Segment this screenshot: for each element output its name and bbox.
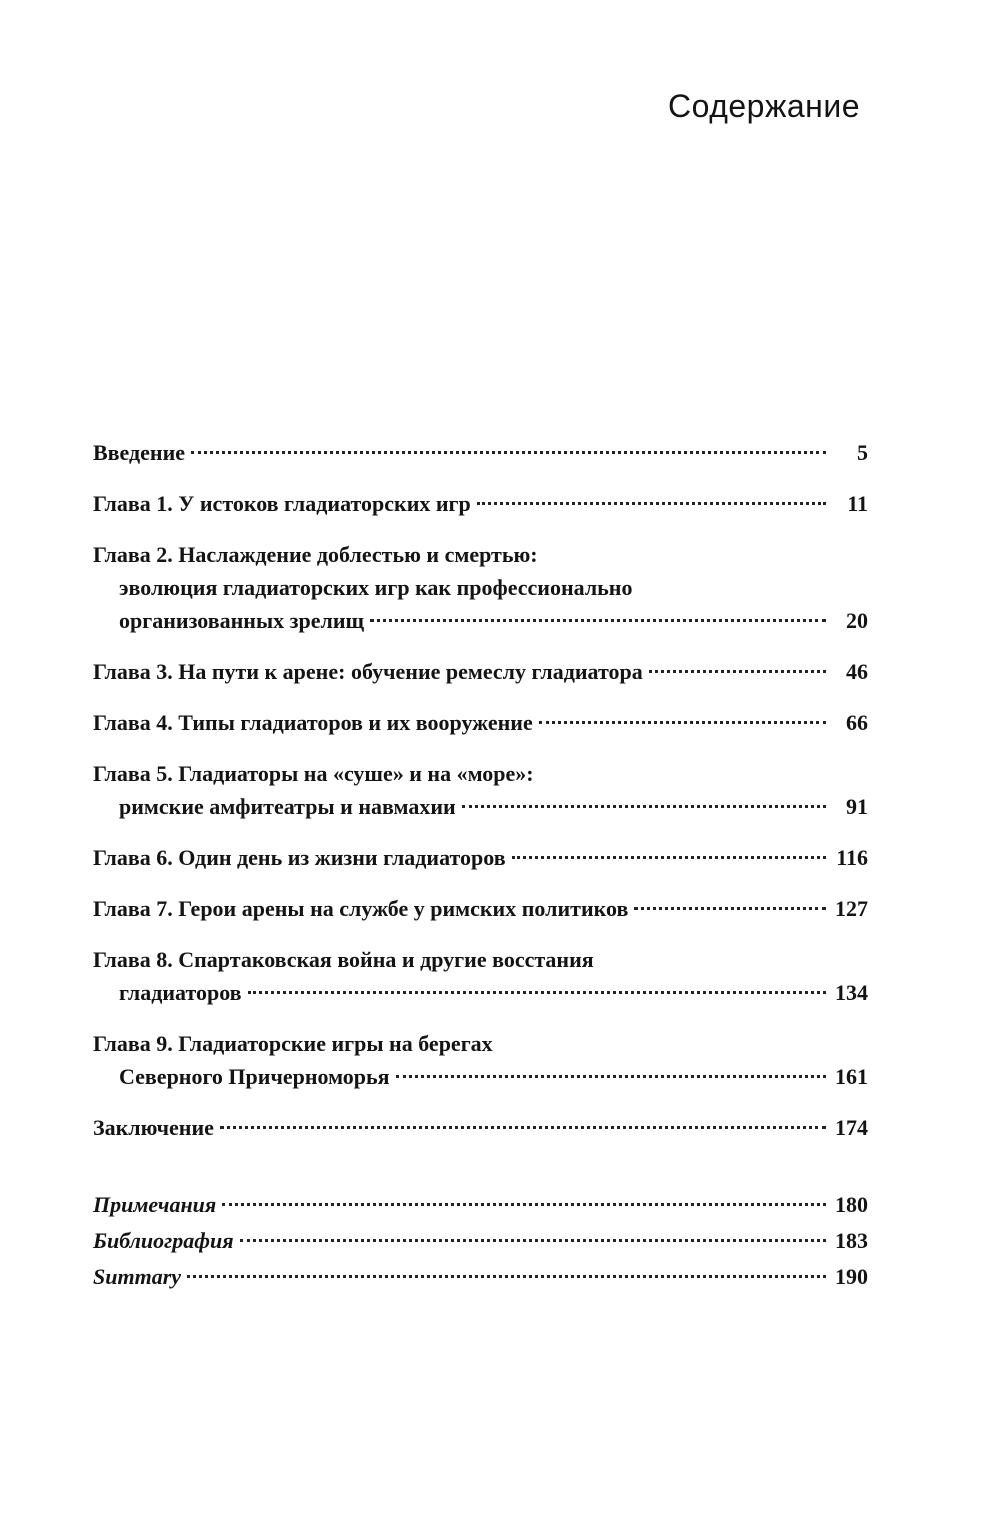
dot-leader [370, 619, 826, 622]
entry-title: Глава 5. Гладиаторы на «суше» и на «море»: [93, 761, 534, 786]
entry-title: Библиография [93, 1228, 234, 1253]
toc-line [93, 976, 868, 1009]
dot-leader [396, 1075, 826, 1078]
entry-title-continuation: организованных зрелищ [119, 608, 365, 633]
entry-title: Глава 8. Спартаковская война и другие восстания [93, 947, 594, 972]
dot-leader [539, 721, 826, 724]
dot-leader [187, 1275, 826, 1278]
toc-line [93, 841, 868, 874]
page-number: 91 [846, 794, 868, 819]
dot-leader [222, 1203, 826, 1206]
dot-leader [512, 856, 826, 859]
page-number: 183 [835, 1228, 868, 1253]
toc-line [93, 655, 868, 688]
entry-title-continuation: эволюция гладиаторских игр как профессионально [119, 575, 633, 600]
dot-leader [477, 502, 826, 505]
entry-title: Глава 4. Типы гладиаторов и их вооружение [93, 710, 533, 735]
toc-line [93, 1111, 868, 1144]
page-number: 180 [835, 1192, 868, 1217]
dot-leader [462, 805, 826, 808]
toc-line [93, 706, 868, 739]
page-number: 46 [846, 659, 868, 684]
toc-entry-chapter-8 [93, 943, 868, 1009]
toc-line [93, 892, 868, 925]
page-number: 127 [835, 896, 868, 921]
entry-title-continuation: римские амфитеатры и навмахии [119, 794, 456, 819]
toc-line [93, 1188, 868, 1221]
toc-line [93, 487, 868, 520]
page-number: 5 [857, 440, 868, 465]
dot-leader [191, 451, 826, 454]
toc-entry-chapter-3 [93, 655, 868, 688]
dot-leader [248, 991, 826, 994]
entry-title: Глава 9. Гладиаторские игры на берегах [93, 1031, 493, 1056]
toc-entry-chapter-2 [93, 538, 868, 637]
toc-line [93, 1224, 868, 1257]
entry-title: Заключение [93, 1115, 214, 1140]
entry-title: Введение [93, 440, 186, 465]
toc-entry-chapter-4 [93, 706, 868, 739]
page-number: 174 [835, 1115, 868, 1140]
entry-title-continuation: Северного Причерноморья [119, 1064, 390, 1089]
entry-title: Глава 7. Герои арены на службе у римских политиков [93, 896, 629, 921]
entry-title: Глава 3. На пути к арене: обучение ремеслу гладиатора [93, 659, 643, 684]
toc-line [93, 1060, 868, 1093]
dot-leader [649, 670, 826, 673]
dot-leader [634, 907, 826, 910]
toc-entry-bibliography [93, 1224, 868, 1257]
page-number: 190 [835, 1264, 868, 1289]
dot-leader [240, 1239, 826, 1242]
toc-entry-introduction [93, 436, 868, 469]
page-number: 11 [847, 491, 868, 516]
toc-entry-chapter-9 [93, 1027, 868, 1093]
page-number: 116 [836, 845, 868, 870]
toc-entry-chapter-7 [93, 892, 868, 925]
page-title: Содержание [667, 88, 860, 124]
toc-entry-chapter-6 [93, 841, 868, 874]
page-number: 66 [846, 710, 868, 735]
toc-line [93, 436, 868, 469]
toc-line [93, 604, 868, 637]
entry-title: Примечания [93, 1192, 217, 1217]
toc-line [93, 1260, 868, 1293]
toc-entry-chapter-1 [93, 487, 868, 520]
dot-leader [220, 1126, 826, 1129]
entry-title-continuation: гладиаторов [119, 980, 242, 1005]
toc-entry-summary [93, 1260, 868, 1293]
page-number: 134 [835, 980, 868, 1005]
toc-entry-conclusion [93, 1111, 868, 1144]
toc-entry-chapter-5 [93, 757, 868, 823]
page-number: 161 [835, 1064, 868, 1089]
entry-title: Глава 2. Наслаждение доблестью и смертью: [93, 542, 538, 567]
page-number: 20 [846, 608, 868, 633]
table-of-contents [93, 436, 868, 1296]
entry-title: Summary [93, 1264, 182, 1289]
entry-title: Глава 1. У истоков гладиаторских игр [93, 491, 471, 516]
entry-title: Глава 6. Один день из жизни гладиаторов [93, 845, 506, 870]
toc-line [93, 790, 868, 823]
toc-entry-notes [93, 1188, 868, 1221]
